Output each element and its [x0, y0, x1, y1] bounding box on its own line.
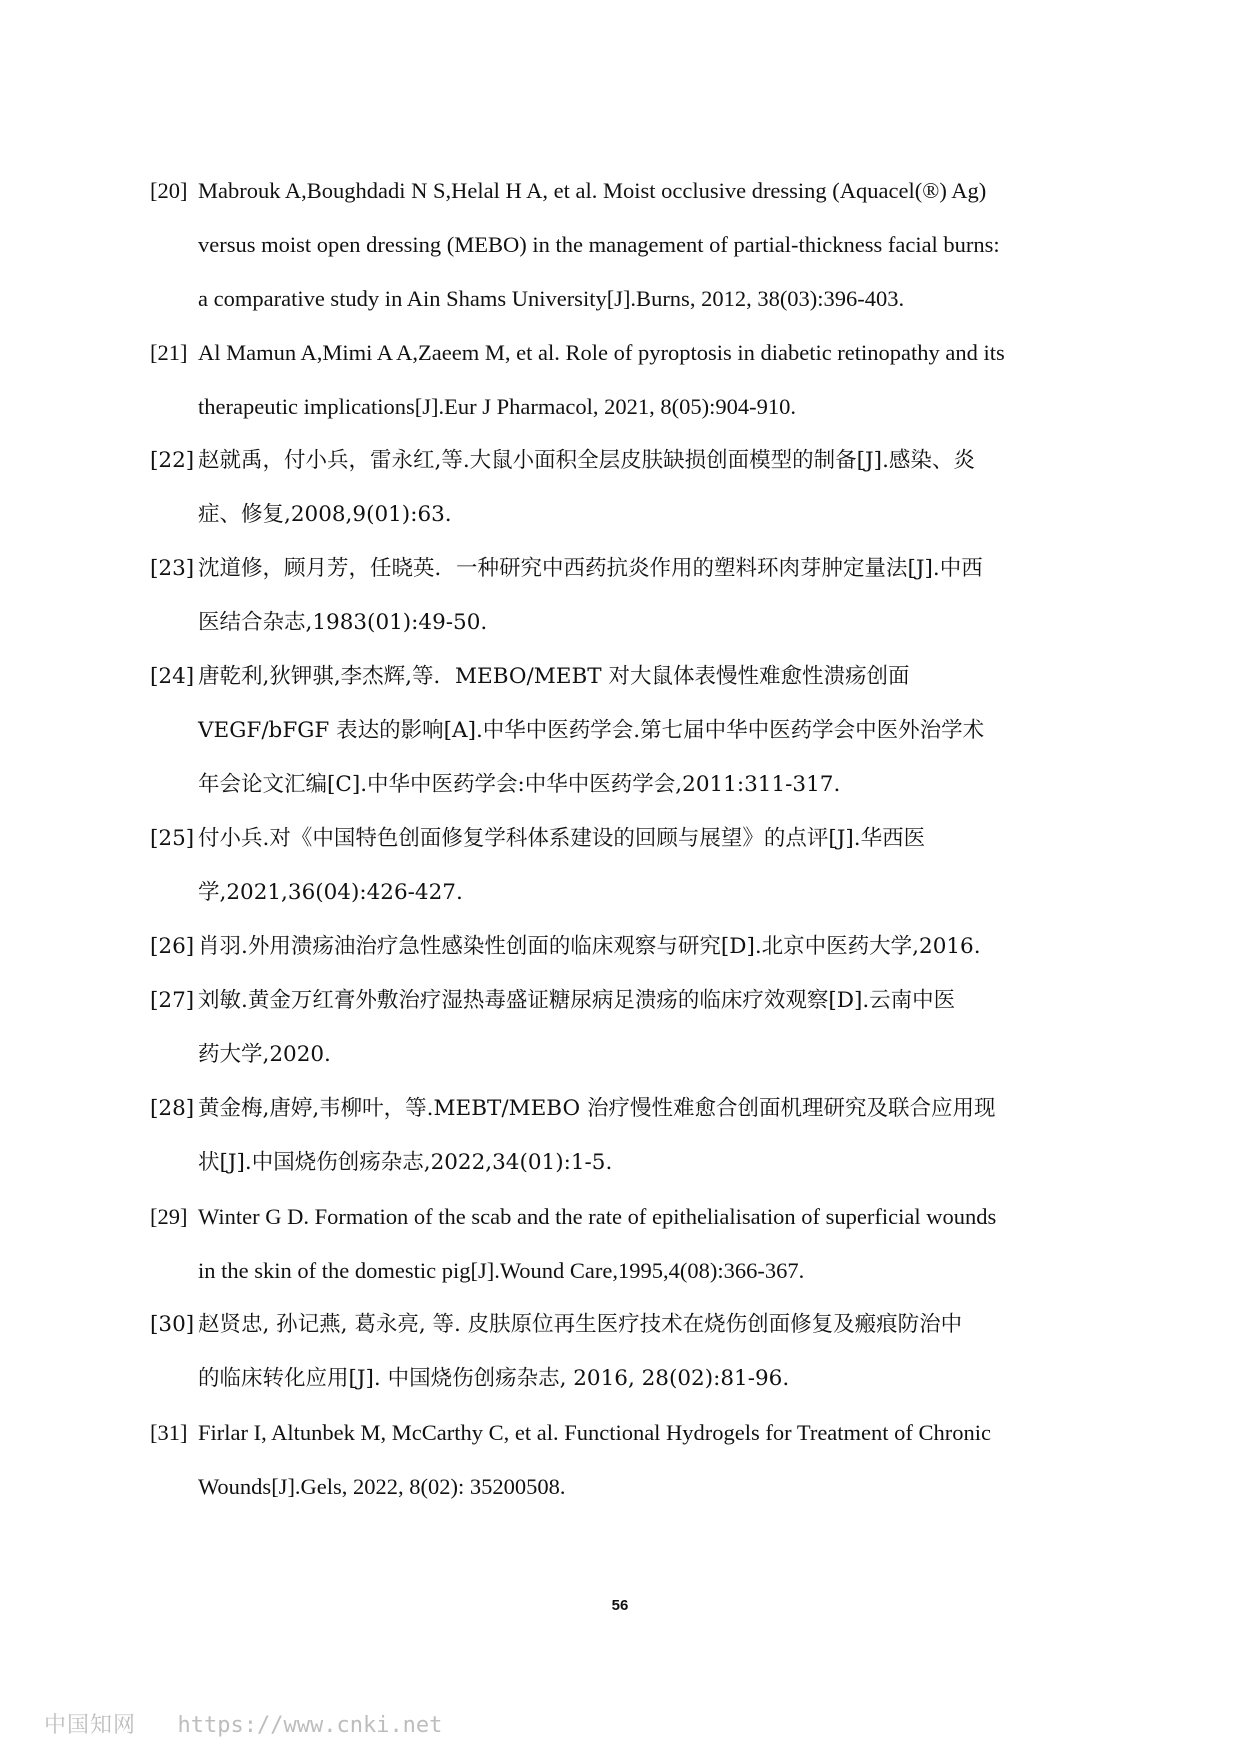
reference-number: [26] — [150, 934, 195, 959]
reference-line: 赵就禹，付小兵，雷永红,等.大鼠小面积全层皮肤缺损创面模型的制备[J].感染、炎 — [198, 448, 975, 473]
reference-number: [30] — [150, 1312, 195, 1337]
reference-number: [29] — [150, 1204, 188, 1229]
reference-item — [150, 434, 1105, 542]
reference-number: [28] — [150, 1096, 195, 1121]
reference-item — [150, 974, 1105, 1082]
reference-line: 唐乾利,狄钾骐,李杰辉,等．MEBO/MEBT 对大鼠体表慢性难愈性溃疡创面 — [198, 664, 910, 689]
reference-item — [150, 1298, 1105, 1406]
reference-item — [150, 326, 1105, 434]
reference-item — [150, 542, 1105, 650]
reference-number: [21] — [150, 340, 188, 365]
reference-line: 医结合杂志,1983(01):49-50. — [198, 610, 488, 635]
reference-line: Mabrouk A,Boughdadi N S,Helal H A, et al. Moist occlusive dressing (Aquacel(®) Ag) — [198, 178, 987, 203]
reference-item — [150, 1190, 1105, 1298]
reference-line: 肖羽.外用溃疡油治疗急性感染性创面的临床观察与研究[D].北京中医药大学,2016. — [198, 934, 981, 959]
reference-line: 的临床转化应用[J]. 中国烧伤创疡杂志, 2016, 28(02):81-96. — [198, 1366, 790, 1391]
reference-item — [150, 164, 1105, 326]
reference-number: [23] — [150, 556, 195, 581]
reference-line: 刘敏.黄金万红膏外敷治疗湿热毒盛证糖尿病足溃疡的临床疗效观察[D].云南中医 — [198, 988, 956, 1013]
cnki-logo-text: 中国知网 — [44, 1713, 137, 1738]
page-number: 56 — [611, 1597, 629, 1614]
reference-number: [20] — [150, 178, 188, 203]
reference-list — [150, 164, 1105, 1514]
reference-line: a comparative study in Ain Shams University[J].Burns, 2012, 38(03):396-403. — [198, 286, 905, 311]
reference-line: Al Mamun A,Mimi A A,Zaeem M, et al. Role of pyroptosis in diabetic retinopathy and its — [198, 340, 1005, 365]
reference-line: 状[J].中国烧伤创疡杂志,2022,34(01):1-5. — [198, 1150, 613, 1175]
reference-line: VEGF/bFGF 表达的影响[A].中华中医药学会.第七届中华中医药学会中医外治学术 — [198, 718, 985, 743]
reference-number: [25] — [150, 826, 195, 851]
reference-number: [31] — [150, 1420, 188, 1445]
reference-line: 学,2021,36(04):426-427. — [198, 880, 463, 905]
watermark-url: https://www.cnki.net — [177, 1713, 443, 1738]
reference-line: 年会论文汇编[C].中华中医药学会:中华中医药学会,2011:311-317. — [198, 772, 841, 797]
reference-item — [150, 920, 1105, 974]
reference-line: 付小兵.对《中国特色创面修复学科体系建设的回顾与展望》的点评[J].华西医 — [198, 826, 926, 851]
reference-number: [27] — [150, 988, 195, 1013]
reference-number: [22] — [150, 448, 195, 473]
reference-line: Wounds[J].Gels, 2022, 8(02): 35200508. — [198, 1474, 566, 1499]
reference-item — [150, 1406, 1105, 1514]
reference-item — [150, 1082, 1105, 1190]
reference-line: in the skin of the domestic pig[J].Wound Care,1995,4(08):366-367. — [198, 1258, 805, 1283]
reference-line: Firlar I, Altunbek M, McCarthy C, et al. Functional Hydrogels for Treatment of Chronic — [198, 1420, 992, 1445]
reference-item — [150, 812, 1105, 920]
reference-line: 症、修复,2008,9(01):63. — [198, 502, 452, 527]
reference-number: [24] — [150, 664, 195, 689]
reference-line: 沈道修，顾月芳，任晓英．一种研究中西药抗炎作用的塑料环肉芽肿定量法[J].中西 — [198, 556, 983, 581]
reference-line: 黄金梅,唐婷,韦柳叶，等.MEBT/MEBO 治疗慢性难愈合创面机理研究及联合应用现 — [198, 1096, 996, 1121]
reference-line: 药大学,2020. — [198, 1042, 331, 1067]
reference-line: 赵贤忠, 孙记燕, 葛永亮, 等. 皮肤原位再生医疗技术在烧伤创面修复及瘢痕防治中 — [198, 1312, 963, 1337]
reference-line: versus moist open dressing (MEBO) in the management of partial-thickness facial burns: — [198, 232, 1000, 257]
reference-item — [150, 650, 1105, 812]
watermark — [44, 1708, 442, 1739]
reference-line: Winter G D. Formation of the scab and the rate of epithelialisation of superficial wounds — [198, 1204, 997, 1229]
reference-line: therapeutic implications[J].Eur J Pharmacol, 2021, 8(05):904-910. — [198, 394, 796, 419]
